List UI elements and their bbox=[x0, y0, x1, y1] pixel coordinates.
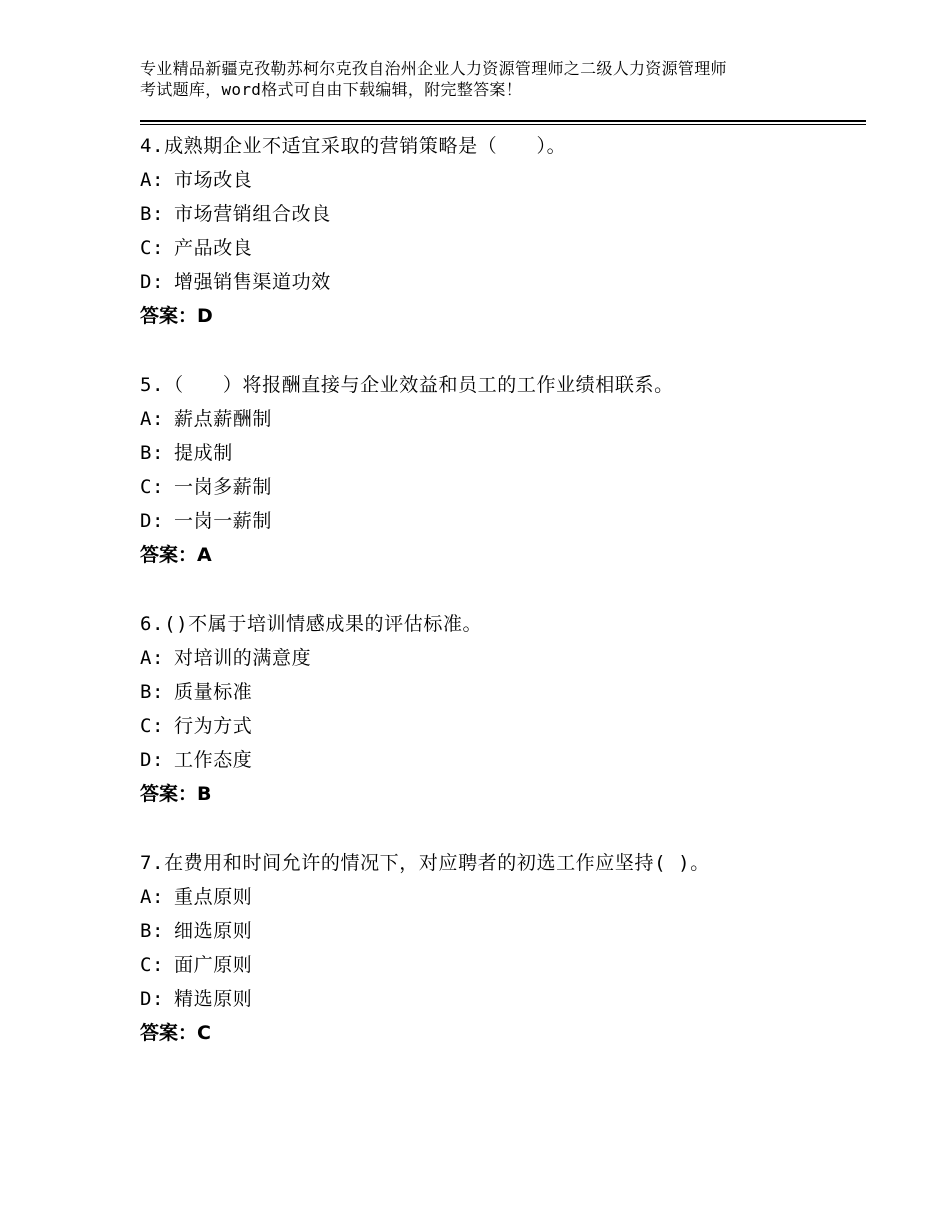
option-key: A: bbox=[140, 647, 165, 669]
option-key: B: bbox=[140, 920, 165, 942]
option-text: 工作态度 bbox=[174, 749, 253, 771]
question-list bbox=[140, 129, 860, 1085]
option-c bbox=[140, 231, 860, 265]
option-text: 市场改良 bbox=[174, 169, 253, 191]
option-key: C: bbox=[140, 954, 165, 976]
question-stem: 5.（ ）将报酬直接与企业效益和员工的工作业绩相联系。 bbox=[140, 374, 674, 396]
option-c bbox=[140, 470, 860, 504]
question-6 bbox=[140, 607, 860, 846]
option-a bbox=[140, 163, 860, 197]
option-key: C: bbox=[140, 715, 165, 737]
option-key: B: bbox=[140, 203, 165, 225]
option-key: D: bbox=[140, 510, 165, 532]
option-text: 细选原则 bbox=[174, 920, 253, 942]
option-a bbox=[140, 402, 860, 436]
option-text: 行为方式 bbox=[174, 715, 253, 737]
option-key: C: bbox=[140, 237, 165, 259]
option-text: 精选原则 bbox=[174, 988, 253, 1010]
option-b bbox=[140, 914, 860, 948]
answer-label: 答案：D bbox=[140, 305, 213, 327]
option-text: 质量标准 bbox=[174, 681, 253, 703]
option-key: A: bbox=[140, 886, 165, 908]
option-c bbox=[140, 948, 860, 982]
option-text: 重点原则 bbox=[174, 886, 253, 908]
option-b bbox=[140, 436, 860, 470]
option-key: C: bbox=[140, 476, 165, 498]
option-text: 提成制 bbox=[174, 442, 233, 464]
option-key: D: bbox=[140, 271, 165, 293]
option-a bbox=[140, 641, 860, 675]
question-stem: 6.()不属于培训情感成果的评估标准。 bbox=[140, 613, 483, 635]
option-d bbox=[140, 504, 860, 538]
option-key: A: bbox=[140, 408, 165, 430]
question-5 bbox=[140, 368, 860, 607]
option-text: 产品改良 bbox=[174, 237, 253, 259]
header-divider-thick bbox=[140, 120, 866, 122]
answer-label: 答案：B bbox=[140, 783, 212, 805]
answer-label: 答案：C bbox=[140, 1022, 211, 1044]
option-text: 面广原则 bbox=[174, 954, 253, 976]
option-key: D: bbox=[140, 749, 165, 771]
option-text: 一岗多薪制 bbox=[174, 476, 273, 498]
option-text: 一岗一薪制 bbox=[174, 510, 273, 532]
option-key: D: bbox=[140, 988, 165, 1010]
question-7 bbox=[140, 846, 860, 1085]
document-header bbox=[140, 58, 840, 100]
option-d bbox=[140, 265, 860, 299]
option-key: B: bbox=[140, 681, 165, 703]
option-text: 薪点薪酬制 bbox=[174, 408, 273, 430]
option-a bbox=[140, 880, 860, 914]
option-text: 市场营销组合改良 bbox=[174, 203, 331, 225]
answer-label: 答案：A bbox=[140, 544, 212, 566]
option-key: A: bbox=[140, 169, 165, 191]
option-d bbox=[140, 982, 860, 1016]
question-stem: 4.成熟期企业不适宜采取的营销策略是（ ）。 bbox=[140, 135, 567, 157]
option-d bbox=[140, 743, 860, 777]
question-stem: 7.在费用和时间允许的情况下，对应聘者的初选工作应坚持( )。 bbox=[140, 852, 710, 874]
option-b bbox=[140, 675, 860, 709]
header-line-2: 考试题库，word格式可自由下载编辑，附完整答案！ bbox=[140, 80, 523, 99]
option-b bbox=[140, 197, 860, 231]
option-text: 增强销售渠道功效 bbox=[174, 271, 331, 293]
header-divider-thin bbox=[140, 124, 866, 125]
question-4 bbox=[140, 129, 860, 368]
header-line-1: 专业精品新疆克孜勒苏柯尔克孜自治州企业人力资源管理师之二级人力资源管理师 bbox=[140, 59, 727, 78]
option-key: B: bbox=[140, 442, 165, 464]
option-c bbox=[140, 709, 860, 743]
option-text: 对培训的满意度 bbox=[174, 647, 312, 669]
